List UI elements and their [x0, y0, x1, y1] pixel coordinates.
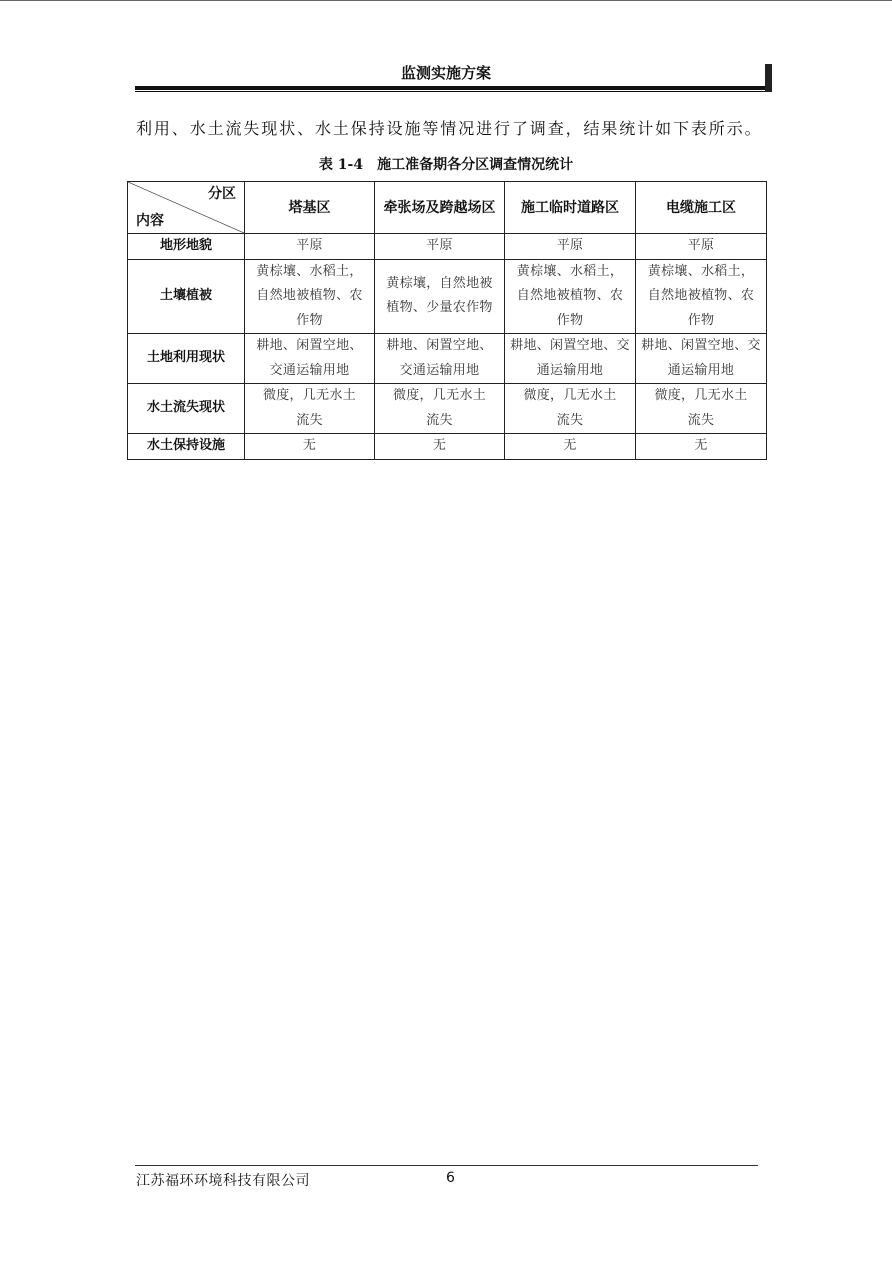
- corner-label-content: 内容: [136, 213, 164, 229]
- table-cell: 无: [245, 434, 375, 460]
- header-rule-end-block: [765, 64, 772, 92]
- table-row: [128, 384, 767, 434]
- table-cell: 黄棕壤、水稻土，自然地被植物、农作物: [505, 259, 636, 334]
- column-header: 牵张场及跨越场区: [375, 182, 505, 234]
- body-paragraph: 利用、水土流失现状、水土保持设施等情况进行了调查，结果统计如下表所示。: [136, 119, 763, 138]
- table-corner-cell: [128, 182, 245, 234]
- table-cell: 无: [505, 434, 636, 460]
- row-label: 土地利用现状: [128, 334, 245, 384]
- column-header: 施工临时道路区: [505, 182, 636, 234]
- row-label: 水土保持设施: [128, 434, 245, 460]
- footer-company-name: 江苏福环环境科技有限公司: [136, 1173, 310, 1189]
- row-label: 地形地貌: [128, 234, 245, 260]
- page-number: 6: [446, 1170, 455, 1186]
- table-cell: 黄棕壤，自然地被植物、少量农作物: [375, 259, 505, 334]
- table-cell: 平原: [375, 234, 505, 260]
- table-cell: 微度，几无水土流失: [505, 384, 636, 434]
- corner-diagonal: [128, 182, 244, 233]
- row-label: 水土流失现状: [128, 384, 245, 434]
- table-header-row: [128, 182, 767, 234]
- table-row: [128, 234, 767, 260]
- page-header-title: 监测实施方案: [400, 64, 491, 82]
- table-row: [128, 334, 767, 384]
- table-row: [128, 434, 767, 460]
- table-cell: 黄棕壤、水稻土，自然地被植物、农作物: [245, 259, 375, 334]
- table-cell: 无: [375, 434, 505, 460]
- table-cell: 平原: [245, 234, 375, 260]
- table-row: [128, 259, 767, 334]
- page-top-border: [0, 0, 892, 1]
- table-cell: 微度，几无水土流失: [245, 384, 375, 434]
- table-cell: 黄棕壤、水稻土，自然地被植物、农作物: [636, 259, 767, 334]
- table-cell: 平原: [636, 234, 767, 260]
- corner-label-zone: 分区: [208, 186, 236, 202]
- table-cell: 耕地、闲置空地、交通运输用地: [505, 334, 636, 384]
- table-cell: 平原: [505, 234, 636, 260]
- footer-rule: [135, 1165, 758, 1166]
- table-cell: 无: [636, 434, 767, 460]
- table-cell: 耕地、闲置空地、交通运输用地: [245, 334, 375, 384]
- survey-table: [127, 181, 767, 460]
- table-cell: 微度，几无水土流失: [375, 384, 505, 434]
- table-cell: 耕地、闲置空地、交通运输用地: [636, 334, 767, 384]
- table-caption: 表 1-4 施工准备期各分区调查情况统计: [318, 157, 574, 173]
- header-rule-thick: [135, 86, 768, 90]
- column-header: 电缆施工区: [636, 182, 767, 234]
- header-rule-thin: [135, 91, 768, 92]
- column-header: 塔基区: [245, 182, 375, 234]
- row-label: 土壤植被: [128, 259, 245, 334]
- table-cell: 微度，几无水土流失: [636, 384, 767, 434]
- table-cell: 耕地、闲置空地、交通运输用地: [375, 334, 505, 384]
